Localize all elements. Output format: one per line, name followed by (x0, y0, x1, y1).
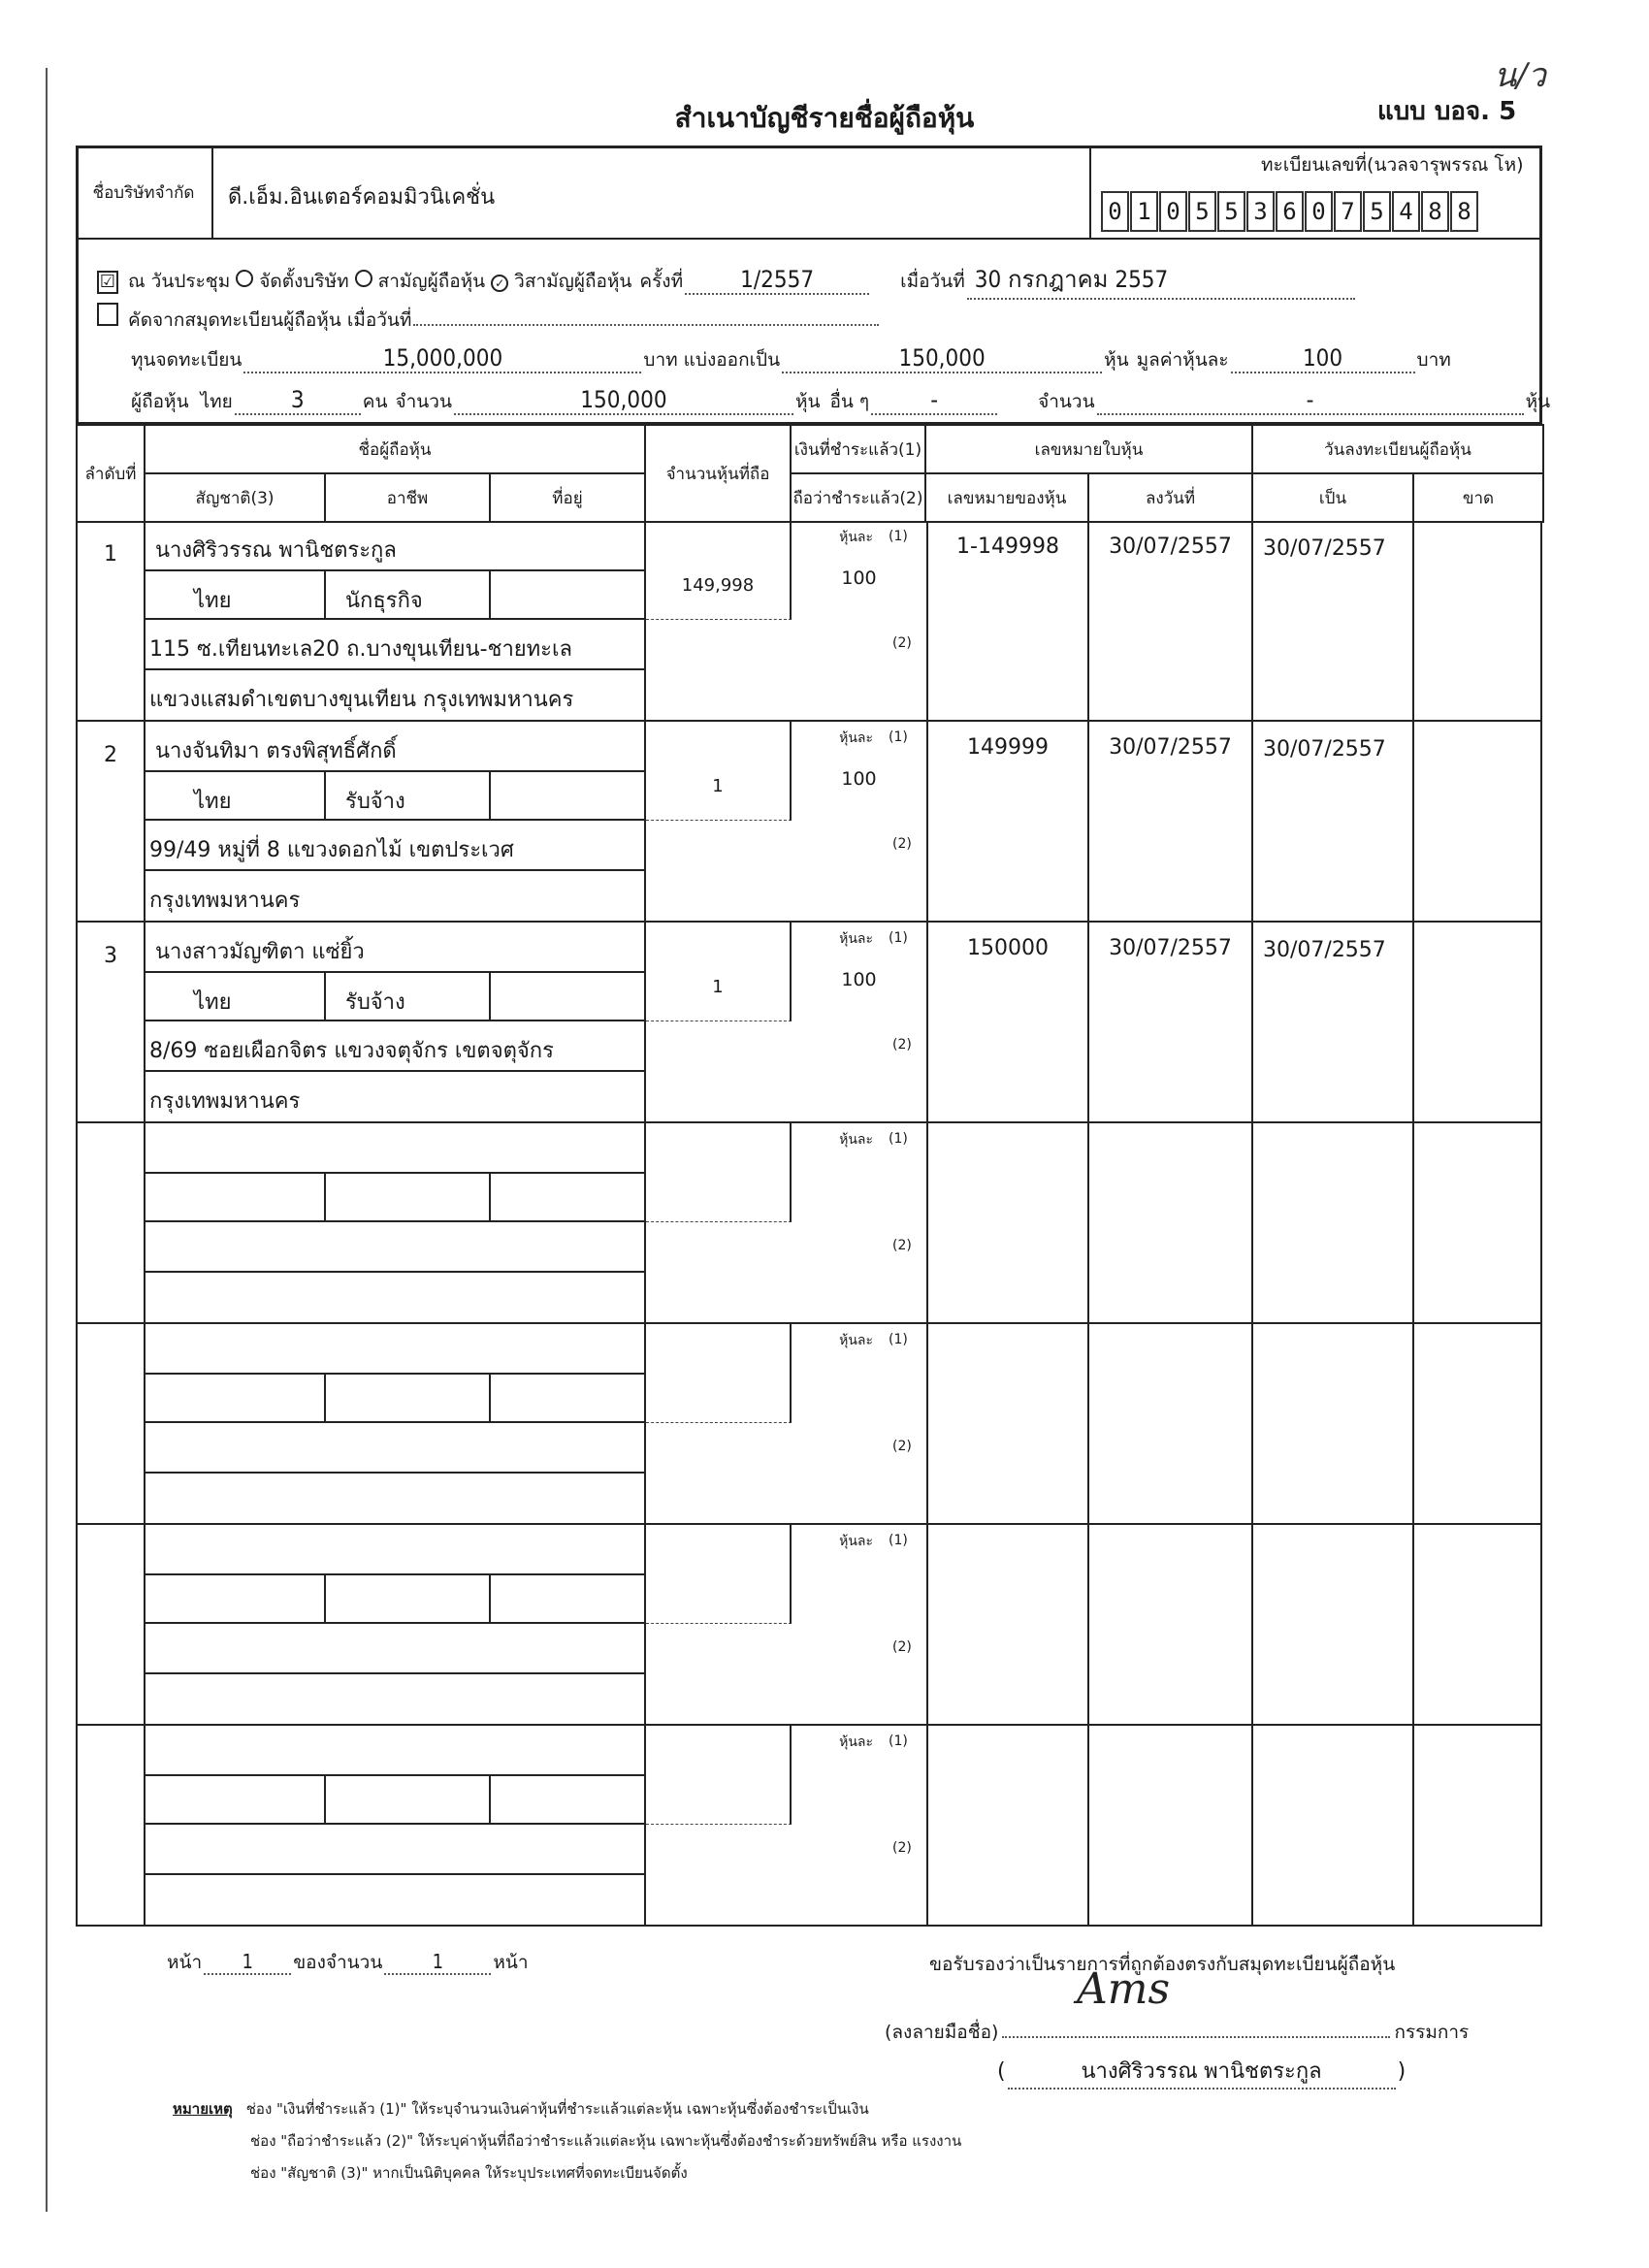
holder-name-field[interactable] (146, 1525, 646, 1575)
nationality-field[interactable]: ไทย (146, 973, 326, 1021)
ceased-date-field[interactable] (1414, 1726, 1544, 1925)
became-date-field[interactable] (1253, 1123, 1414, 1322)
nationality-field[interactable] (146, 1575, 326, 1624)
nationality-field[interactable]: ไทย (146, 772, 326, 821)
shares-total-field[interactable]: 150,000 (782, 344, 1102, 373)
address-cell[interactable] (491, 1575, 646, 1624)
share-numbers-field[interactable]: 1-149998 (926, 521, 1089, 720)
page-title: สำเนาบัญชีรายชื่อผู้ถือหุ้น (674, 102, 975, 134)
note2-label: (2) (892, 1439, 912, 1454)
cert-date-field[interactable]: 30/07/2557 (1089, 722, 1253, 921)
ceased-date-field[interactable] (1414, 1123, 1544, 1322)
header-paid-cash: เงินที่ชำระแล้ว(1) (791, 425, 925, 473)
thai-shares-field[interactable]: 150,000 (454, 386, 793, 415)
per-share-label: หุ้นละ (839, 1333, 873, 1348)
shares-held-field[interactable] (646, 1324, 792, 1423)
other-shares-field[interactable]: - (1097, 386, 1524, 415)
address-line1-field[interactable] (146, 1624, 646, 1674)
header-nationality: สัญชาติ(3) (145, 473, 325, 522)
nationality-field[interactable] (146, 1776, 326, 1825)
occupation-field[interactable] (326, 1375, 491, 1423)
reg-digit[interactable]: 5 (1363, 191, 1391, 232)
divider (1089, 146, 1091, 240)
holders-shares-unit: หุ้น (794, 391, 821, 412)
reg-digit[interactable]: 8 (1450, 191, 1478, 232)
radio-extraordinary-selected[interactable]: ✓ (491, 275, 508, 292)
share-numbers-field[interactable] (926, 1324, 1089, 1523)
table-row (76, 1525, 1542, 1726)
remarks-label: หมายเหตุ (173, 2100, 233, 2118)
reg-digit[interactable]: 5 (1217, 191, 1245, 232)
row-seq (78, 1123, 146, 1322)
address-line1-field[interactable]: 115 ซ.เทียนทะเล20 ถ.บางขุนเทียน-ชายทะเล (146, 620, 646, 670)
became-date-field[interactable] (1253, 1324, 1414, 1523)
thai-count-field[interactable]: 3 (235, 386, 361, 415)
table-row (76, 1123, 1542, 1324)
header-cert-date: ลงวันที่ (1088, 473, 1252, 522)
note1-label: (1) (889, 529, 908, 544)
nationality-field[interactable]: ไทย (146, 571, 326, 620)
ceased-date-field[interactable] (1414, 1525, 1544, 1724)
shares-held-field[interactable] (646, 1123, 792, 1222)
header-paid-deemed: ถือว่าชำระแล้ว(2) (791, 473, 925, 522)
header-share-numbers: เลขหมายของหุ้น (925, 473, 1088, 522)
signature-field[interactable] (1002, 2036, 1390, 2038)
cert-date-field[interactable]: 30/07/2557 (1089, 521, 1253, 720)
other-label: อื่น ๆ (829, 391, 870, 412)
reg-digit[interactable]: 6 (1276, 191, 1304, 232)
ceased-date-field[interactable] (1414, 722, 1544, 921)
paid-per-share-field[interactable]: 100 (841, 969, 877, 990)
cert-date-field[interactable] (1089, 1525, 1253, 1724)
registration-number[interactable] (1101, 191, 1479, 232)
holder-name-field[interactable]: นางจันทิมา ตรงพิสุทธิ์ศักดิ์ (146, 722, 646, 772)
occupation-field[interactable]: รับจ้าง (326, 772, 491, 821)
page-label: หน้า (167, 1952, 203, 1973)
capital-label: ทุนจดทะเบียน (131, 349, 242, 371)
meeting-checkbox[interactable]: ☑ (97, 271, 118, 294)
page-number-field[interactable]: 1 (204, 1950, 291, 1975)
handwritten-mark: น/ว (1494, 56, 1546, 95)
note2-label: (2) (892, 635, 912, 651)
session-label: ครั้งที่ (639, 271, 684, 292)
signature: Ams (1077, 1964, 1171, 2014)
total-pages-field[interactable]: 1 (384, 1950, 491, 1975)
address-cell[interactable] (491, 973, 646, 1021)
note2-label: (2) (892, 1238, 912, 1253)
divided-label: แบ่งออกเป็น (683, 349, 781, 371)
address-line2-field[interactable] (146, 1875, 646, 1927)
opt-setup-label: จัดตั้งบริษัท (259, 271, 349, 292)
reg-digit[interactable]: 1 (1130, 191, 1158, 232)
paid-per-share-field[interactable]: 100 (841, 768, 877, 790)
par-label: มูลค่าหุ้นละ (1136, 349, 1229, 371)
address-cell[interactable] (491, 1776, 646, 1825)
holder-name-field[interactable] (146, 1324, 646, 1375)
shares-held-field[interactable]: 149,998 (646, 521, 792, 620)
sign-label: (ลงลายมือชื่อ) (885, 2022, 999, 2043)
cert-date-field[interactable] (1089, 1726, 1253, 1925)
row-seq (78, 1726, 146, 1925)
became-date-field[interactable] (1253, 1525, 1414, 1724)
meeting-line (97, 260, 1357, 300)
per-share-label: หุ้นละ (839, 1132, 873, 1148)
radio-setup[interactable] (236, 270, 253, 287)
address-line1-field[interactable] (146, 1825, 646, 1875)
ceased-date-field[interactable] (1414, 1324, 1544, 1523)
paid-per-share-field[interactable] (792, 1772, 926, 1825)
table-row (76, 722, 1542, 923)
per-share-label: หุ้นละ (839, 730, 873, 746)
other-amount-label: จำนวน (1038, 391, 1095, 412)
cert-date-field[interactable] (1089, 1324, 1253, 1523)
of-label: ของจำนวน (293, 1952, 383, 1973)
holder-name-field[interactable] (146, 1123, 646, 1174)
occupation-field[interactable] (326, 1575, 491, 1624)
became-date-field[interactable]: 30/07/2557 (1253, 923, 1414, 1121)
paid-per-share-field[interactable] (792, 1371, 926, 1423)
occupation-field[interactable] (326, 1776, 491, 1825)
other-count-field[interactable]: - (871, 386, 997, 415)
row-seq: 3 (78, 923, 146, 1121)
table-row (76, 1324, 1542, 1525)
address-line2-field[interactable] (146, 1273, 646, 1324)
address-line1-field[interactable] (146, 1423, 646, 1474)
header-became: เป็น (1252, 473, 1413, 522)
row-seq: 2 (78, 722, 146, 921)
occupation-field[interactable]: นักธุรกิจ (326, 571, 491, 620)
remark-line: ช่อง "เงินที่ชำระแล้ว (1)" ให้ระบุจำนวนเงินค่าหุ้นที่ชำระแล้วแต่ละหุ้น เฉพาะหุ้นซึ่งต้องชำระเป็นเงิน (245, 2100, 869, 2118)
copy-from-label: คัดจากสมุดทะเบียนผู้ถือหุ้น เมื่อวันที่ (128, 309, 412, 331)
radio-ordinary[interactable] (355, 270, 372, 287)
shareholder-table (76, 424, 1544, 523)
signer-close: ) (1397, 2059, 1406, 2084)
header-address: ที่อยู่ (490, 473, 645, 522)
capital-field[interactable]: 15,000,000 (243, 344, 641, 373)
address-line2-field[interactable]: กรุงเทพมหานคร (146, 1072, 646, 1123)
capital-line (131, 344, 1451, 374)
header-occupation: อาชีพ (325, 473, 490, 522)
as-of-label: ณ วันประชุม (128, 271, 231, 292)
persons-unit: คน (362, 391, 388, 412)
shares-held-field[interactable] (646, 1525, 792, 1624)
copy-from-checkbox[interactable] (97, 303, 118, 326)
note2-label: (2) (892, 1840, 912, 1856)
reg-digit[interactable]: 7 (1334, 191, 1362, 232)
holders-label: ผู้ถือหุ้น (131, 391, 189, 412)
address-cell[interactable] (491, 571, 646, 620)
signature-line (885, 2018, 1469, 2047)
header-reg-group: วันลงทะเบียนผู้ถือหุ้น (1252, 425, 1543, 473)
page-margin-line (46, 68, 48, 2212)
shares-held-field[interactable] (646, 1726, 792, 1825)
per-share-label: หุ้นละ (839, 931, 873, 947)
reg-digit[interactable]: 0 (1159, 191, 1187, 232)
company-label: ชื่อบริษัทจำกัด (76, 146, 213, 240)
note1-label: (1) (889, 1131, 908, 1147)
address-cell[interactable] (491, 1375, 646, 1423)
row-seq: 1 (78, 521, 146, 720)
row-seq (78, 1525, 146, 1724)
nationality-field[interactable] (146, 1174, 326, 1222)
holder-name-field[interactable]: นางสาวมัญฑิตา แซ่ยิ้ว (146, 923, 646, 973)
cert-date-field[interactable] (1089, 1123, 1253, 1322)
session-field[interactable]: 1/2557 (685, 266, 869, 295)
reg-digit[interactable]: 3 (1246, 191, 1275, 232)
share-numbers-field[interactable] (926, 1726, 1089, 1925)
par-value-field[interactable]: 100 (1231, 344, 1415, 373)
share-numbers-field[interactable] (926, 1123, 1089, 1322)
address-cell[interactable] (491, 1174, 646, 1222)
registration-label: ทะเบียนเลขที่(นวลจารุพรรณ โห) (1261, 154, 1524, 176)
holders-line (131, 386, 1550, 416)
address-cell[interactable] (491, 772, 646, 821)
header-shares-held: จำนวนหุ้นที่ถือ (645, 425, 791, 522)
paid-per-share-field[interactable] (792, 1170, 926, 1222)
became-date-field[interactable]: 30/07/2557 (1253, 722, 1414, 921)
header-seq: ลำดับที่ (77, 425, 145, 522)
remarks (173, 2093, 961, 2189)
table-row (76, 1726, 1542, 1927)
note1-label: (1) (889, 930, 908, 946)
note1-label: (1) (889, 1533, 908, 1548)
address-line1-field[interactable]: 99/49 หมู่ที่ 8 แขวงดอกไม้ เขตประเวศ (146, 821, 646, 871)
note2-label: (2) (892, 1037, 912, 1053)
became-date-field[interactable] (1253, 1726, 1414, 1925)
address-line2-field[interactable]: กรุงเทพมหานคร (146, 871, 646, 923)
signer-open: ( (997, 2059, 1006, 2084)
copy-from-date-field[interactable] (413, 324, 879, 326)
holder-name-field[interactable]: นางศิริวรรณ พานิชตระกูล (146, 521, 646, 571)
note2-label: (2) (892, 836, 912, 852)
copy-from-line (97, 303, 881, 335)
reg-digit[interactable]: 0 (1101, 191, 1129, 232)
per-share-label: หุ้นละ (839, 1734, 873, 1750)
note2-label: (2) (892, 1639, 912, 1655)
opt-ordinary-label: สามัญผู้ถือหุ้น (377, 271, 486, 292)
row-seq (78, 1324, 146, 1523)
amount-label: จำนวน (395, 391, 452, 412)
address-line2-field[interactable] (146, 1674, 646, 1726)
per-share-label: หุ้นละ (839, 530, 873, 545)
meeting-date-field[interactable]: 30 กรกฎาคม 2557 (967, 260, 1355, 300)
shares-unit: หุ้น (1104, 349, 1129, 371)
per-share-label: หุ้นละ (839, 1534, 873, 1549)
reg-digit[interactable]: 5 (1188, 191, 1216, 232)
certify-text: ขอรับรองว่าเป็นรายการที่ถูกต้องตรงกับสมุดทะเบียนผู้ถือหุ้น (929, 1954, 1396, 1975)
address-line1-field[interactable]: 8/69 ซอยเผือกจิตร แขวงจตุจักร เขตจตุจักร (146, 1021, 646, 1072)
date-label: เมื่อวันที่ (900, 271, 965, 292)
reg-digit[interactable]: 0 (1305, 191, 1333, 232)
header-cert-group: เลขหมายใบหุ้น (925, 425, 1252, 473)
address-line2-field[interactable]: แขวงแสมดำเขตบางขุนเทียน กรุงเทพมหานคร (146, 670, 646, 722)
other-shares-unit: หุ้น (1525, 391, 1551, 412)
address-line1-field[interactable] (146, 1222, 646, 1273)
became-date-field[interactable]: 30/07/2557 (1253, 521, 1414, 720)
header-holder-name: ชื่อผู้ถือหุ้น (145, 425, 645, 473)
note1-label: (1) (889, 1733, 908, 1749)
nationality-field[interactable] (146, 1375, 326, 1423)
pages-unit: หน้า (493, 1952, 529, 1973)
paid-per-share-field[interactable] (792, 1571, 926, 1624)
occupation-field[interactable]: รับจ้าง (326, 973, 491, 1021)
par-unit: บาท (1416, 349, 1451, 371)
note1-label: (1) (889, 1332, 908, 1347)
director-label: กรรมการ (1394, 2022, 1470, 2043)
remark-line: ช่อง "ถือว่าชำระแล้ว (2)" ให้ระบุค่าหุ้นที่ถือว่าชำระแล้วแต่ละหุ้น เฉพาะหุ้นซึ่งต้องชำระด้วยทรัพย์สิน หรือ แรงงาน (250, 2132, 962, 2150)
header-ceased: ขาด (1413, 473, 1543, 522)
page-number-line (167, 1948, 529, 1977)
note1-label: (1) (889, 729, 908, 745)
share-numbers-field[interactable]: 149999 (926, 722, 1089, 921)
shares-held-field[interactable]: 1 (646, 923, 792, 1021)
occupation-field[interactable] (326, 1174, 491, 1222)
thai-label: ไทย (200, 391, 233, 412)
remark-line: ช่อง "สัญชาติ (3)" หากเป็นนิติบุคคล ให้ระบุประเทศที่จดทะเบียนจัดตั้ง (250, 2164, 688, 2182)
company-name-field[interactable]: ดี.เอ็ม.อินเตอร์คอมมิวนิเคชั่น (228, 185, 496, 210)
reg-digit[interactable]: 8 (1421, 191, 1449, 232)
opt-extraordinary-label: วิสามัญผู้ถือหุ้น (514, 271, 632, 292)
ceased-date-field[interactable] (1414, 923, 1544, 1121)
signer-name-field[interactable]: นางศิริวรรณ พานิชตระกูล (1008, 2054, 1396, 2090)
table-row (76, 923, 1542, 1123)
holder-name-field[interactable] (146, 1726, 646, 1776)
reg-digit[interactable]: 4 (1392, 191, 1420, 232)
share-numbers-field[interactable] (926, 1525, 1089, 1724)
capital-unit: บาท (643, 349, 678, 371)
paid-per-share-field[interactable]: 100 (841, 567, 877, 589)
signer-name-line (997, 2054, 1406, 2090)
ceased-date-field[interactable] (1414, 521, 1544, 720)
share-numbers-field[interactable]: 150000 (926, 923, 1089, 1121)
form-code: แบบ บอจ. 5 (1377, 97, 1517, 126)
cert-date-field[interactable]: 30/07/2557 (1089, 923, 1253, 1121)
table-row (76, 521, 1542, 722)
address-line2-field[interactable] (146, 1474, 646, 1525)
shares-held-field[interactable]: 1 (646, 722, 792, 821)
